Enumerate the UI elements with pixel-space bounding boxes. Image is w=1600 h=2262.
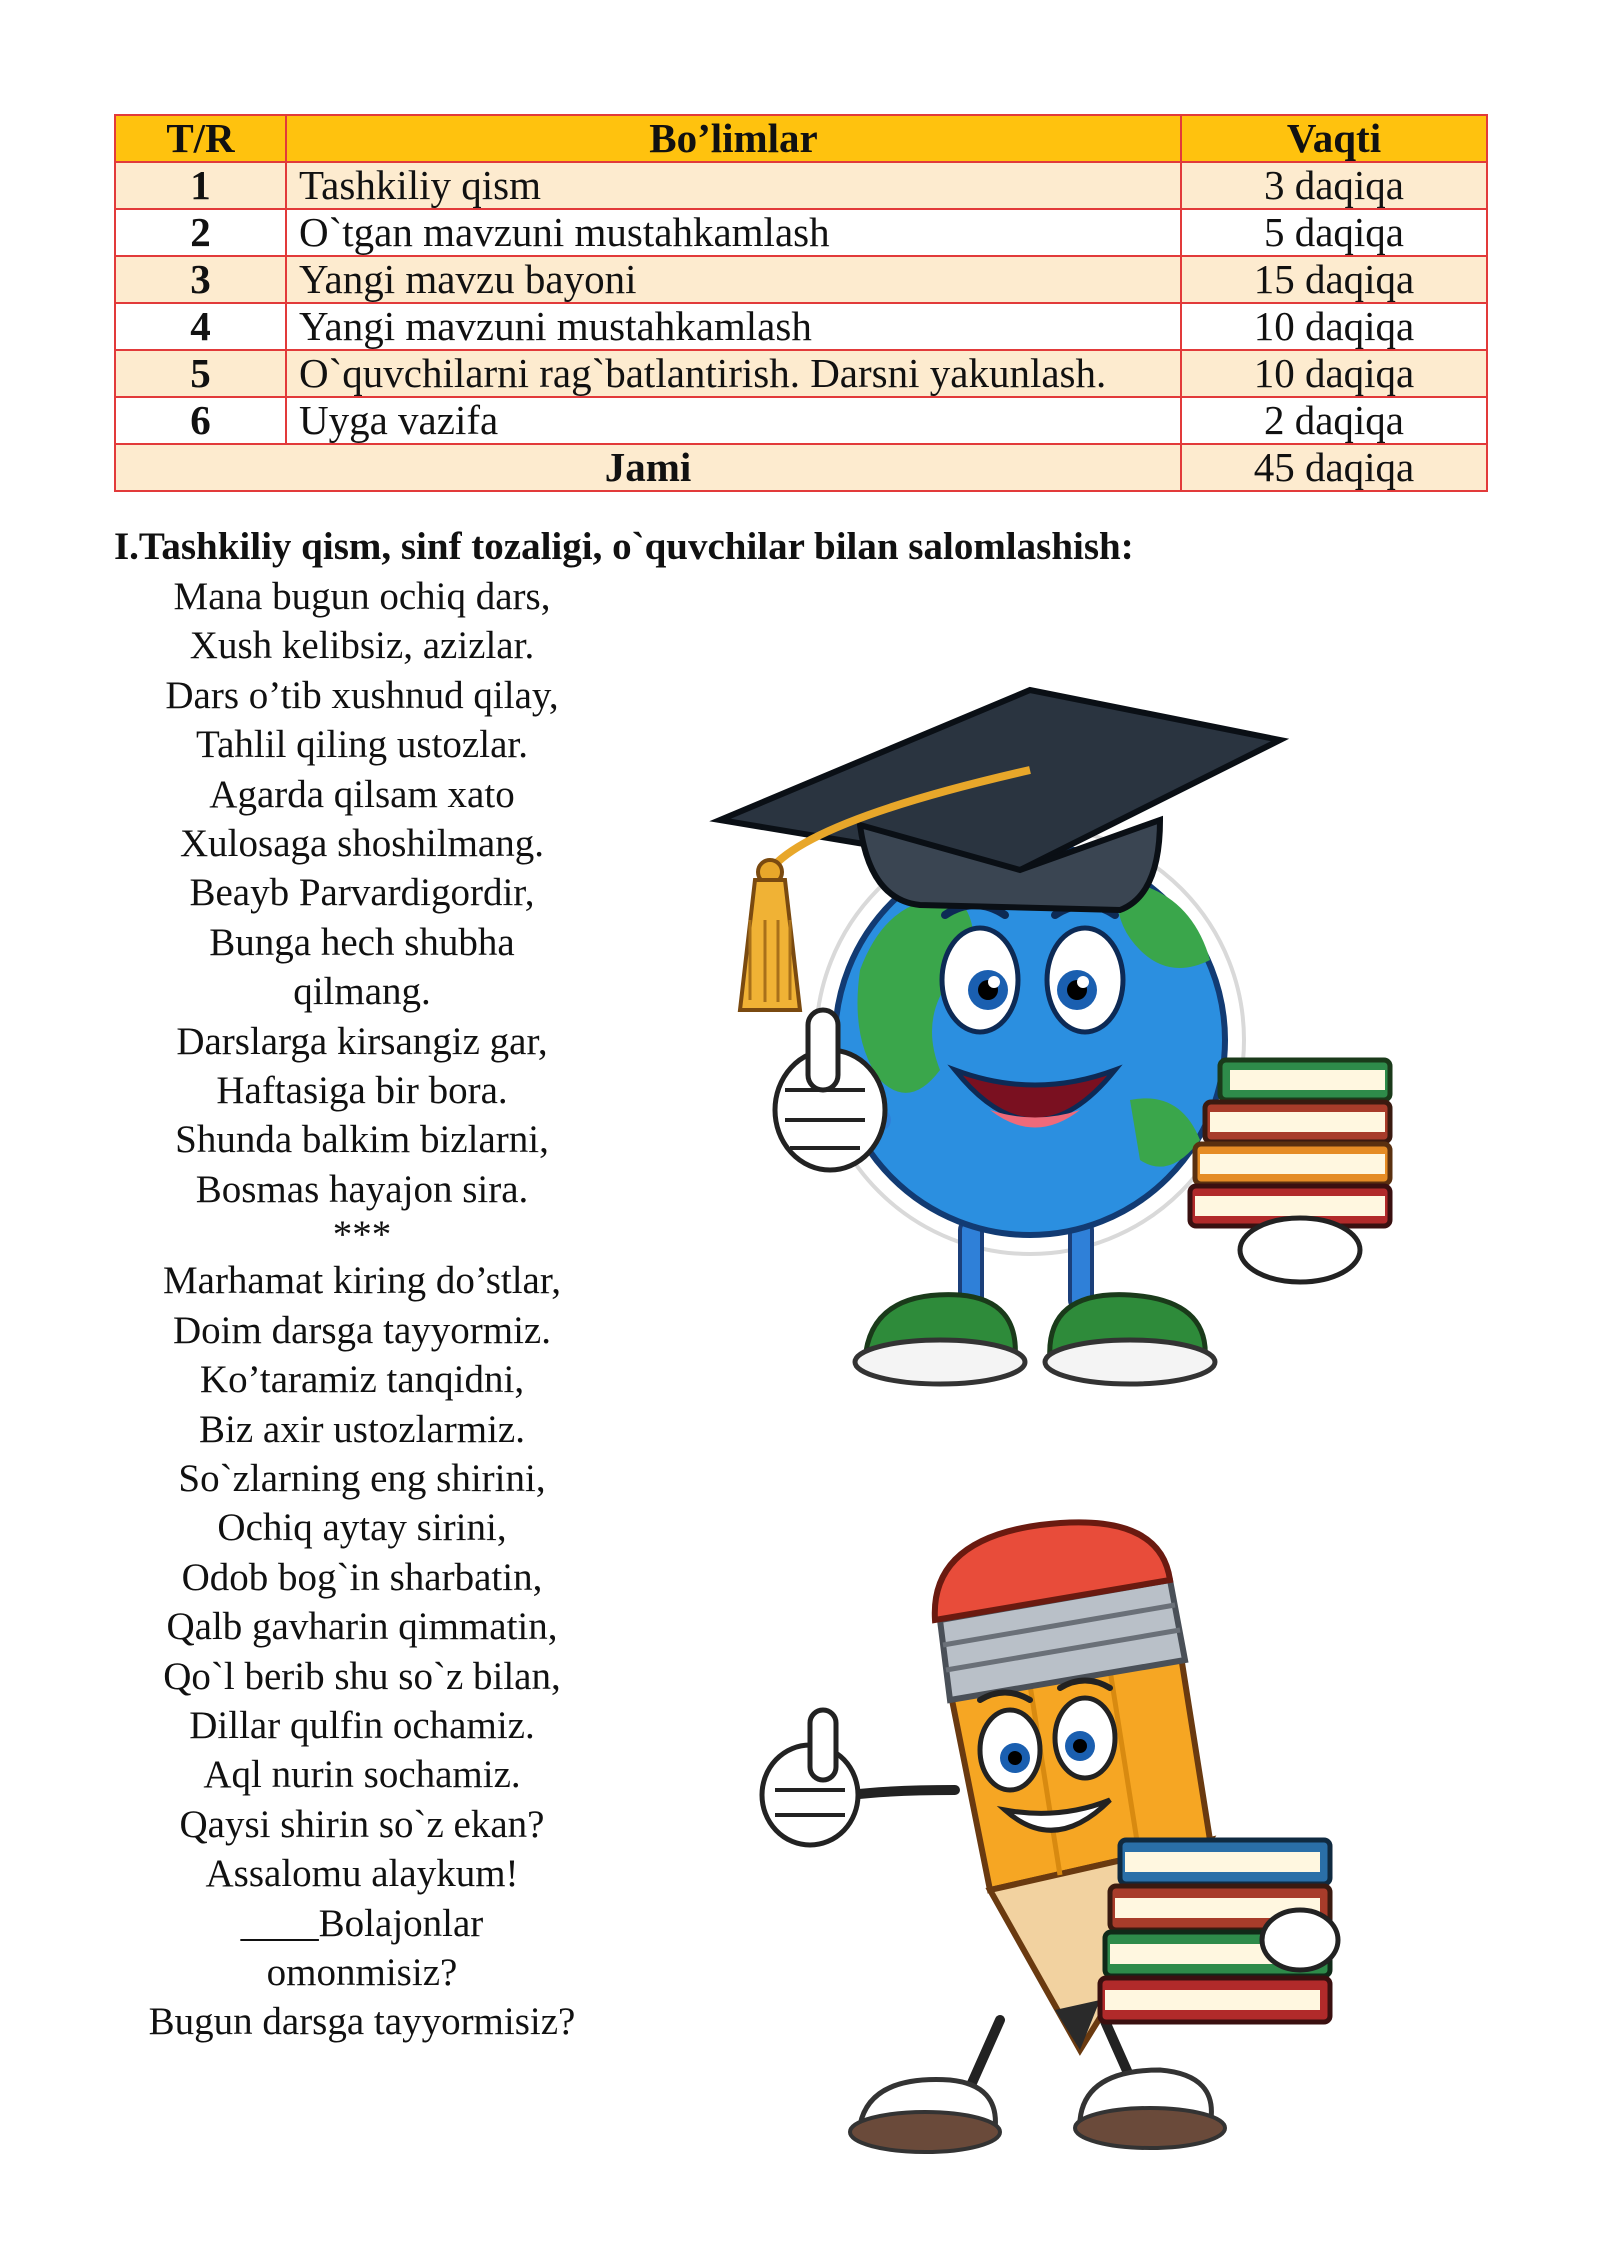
table-row — [115, 162, 1487, 209]
row-section: O`quvchilarni rag`batlantirish. Darsni yakunlash. — [286, 350, 1181, 397]
row-section: O`tgan mavzuni mustahkamlash — [286, 209, 1181, 256]
globe-mascot-icon — [690, 640, 1450, 1420]
pencil-mascot-icon — [740, 1510, 1380, 2170]
row-section: Yangi mavzu bayoni — [286, 256, 1181, 303]
poem-line: Dillar qulfin ochamiz. — [189, 1703, 535, 1747]
row-time: 5 daqiqa — [1181, 209, 1487, 256]
poem-line: Beayb Parvardigordir, — [189, 871, 535, 915]
poem-line: Bunga hech shubha — [209, 920, 515, 964]
header-number: T/R — [115, 115, 286, 162]
poem-line: Qalb gavharin qimmatin, — [166, 1605, 558, 1649]
poem-line: omonmisiz? — [266, 1950, 458, 1994]
row-number: 5 — [115, 350, 286, 397]
poem-line: Dars o’tib xushnud qilay, — [165, 673, 559, 717]
poem-line: Biz axir ustozlarmiz. — [199, 1407, 525, 1451]
table-row — [115, 397, 1487, 444]
poem — [114, 572, 610, 2047]
poem-line: Shunda balkim bizlarni, — [175, 1118, 549, 1162]
poem-line: Ko’taramiz tanqidni, — [199, 1358, 525, 1402]
lesson-plan-table — [114, 114, 1488, 492]
poem-line: Doim darsga tayyormiz. — [173, 1308, 551, 1352]
total-time: 45 daqiqa — [1181, 444, 1487, 491]
poem-line: So`zlarning eng shirini, — [178, 1456, 546, 1500]
row-time: 10 daqiqa — [1181, 303, 1487, 350]
table-header-row — [115, 115, 1487, 162]
row-number: 3 — [115, 256, 286, 303]
poem-line: Odob bog`in sharbatin, — [181, 1555, 543, 1599]
row-number: 1 — [115, 162, 286, 209]
poem-line: Haftasiga bir bora. — [216, 1069, 508, 1113]
table-row — [115, 256, 1487, 303]
poem-line: Assalomu alaykum! — [205, 1852, 519, 1896]
poem-line: Mana bugun ochiq dars, — [173, 575, 551, 618]
row-number: 2 — [115, 209, 286, 256]
header-sections: Bo’limlar — [286, 115, 1181, 162]
poem-line: Ochiq aytay sirini, — [217, 1506, 507, 1550]
poem-line: Qo`l berib shu so`z bilan, — [163, 1654, 561, 1698]
row-section: Uyga vazifa — [286, 397, 1181, 444]
table-total-row — [115, 444, 1487, 491]
poem-separator: *** — [332, 1213, 392, 1257]
row-time: 10 daqiqa — [1181, 350, 1487, 397]
row-time: 15 daqiqa — [1181, 256, 1487, 303]
row-time: 3 daqiqa — [1181, 162, 1487, 209]
table-row — [115, 303, 1487, 350]
header-time: Vaqti — [1181, 115, 1487, 162]
poem-line: Xulosaga shoshilmang. — [180, 822, 544, 866]
row-number: 6 — [115, 397, 286, 444]
table-row — [115, 350, 1487, 397]
total-label: Jami — [115, 444, 1181, 491]
poem-line: qilmang. — [293, 970, 431, 1014]
table-row — [115, 209, 1487, 256]
section-heading: I.Tashkiliy qism, sinf tozaligi, o`quvchilar bilan salomlashish: — [114, 525, 1134, 568]
poem-line: Aql nurin sochamiz. — [203, 1753, 521, 1797]
poem-line: Bosmas hayajon sira. — [195, 1167, 529, 1211]
row-section: Yangi mavzuni mustahkamlash — [286, 303, 1181, 350]
poem-line: Darslarga kirsangiz gar, — [176, 1019, 548, 1063]
poem-line: Marhamat kiring do’stlar, — [162, 1259, 562, 1303]
poem-line: Agarda qilsam xato — [209, 772, 515, 816]
row-time: 2 daqiqa — [1181, 397, 1487, 444]
poem-line: Tahlil qiling ustozlar. — [196, 723, 528, 767]
row-section: Tashkiliy qism — [286, 162, 1181, 209]
poem-line: ____Bolajonlar — [240, 1901, 484, 1945]
poem-line: Bugun darsga tayyormisiz? — [148, 2000, 576, 2044]
row-number: 4 — [115, 303, 286, 350]
poem-line: Qaysi shirin so`z ekan? — [179, 1802, 545, 1846]
poem-line: Xush kelibsiz, azizlar. — [189, 624, 535, 668]
